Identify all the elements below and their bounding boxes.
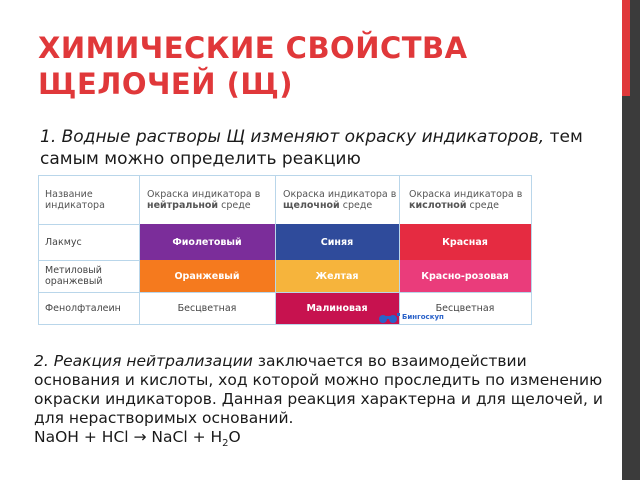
table-header-name: [39, 176, 139, 224]
table-header-neutral: [139, 176, 275, 224]
cell-litmus-alkaline: Синяя: [275, 224, 399, 260]
table-row-methyl-orange-name: Метиловый оранжевый: [45, 265, 103, 287]
table-row-litmus-name: Лакмус: [45, 236, 82, 248]
paragraph-neutralization-normal: заключается во взаимодействии основания и кислоты, ход которой можно проследить по изменению окраски индикаторов. Данная реакция характерна и для щелочей, и для нерастворимых оснований.: [34, 352, 603, 427]
cell-phenol-neutral: Бесцветная: [177, 302, 237, 314]
table-header-neutral-text: Окраска индикатора в нейтральной среде: [147, 189, 261, 211]
logo-text: Бингоскуп: [402, 313, 444, 321]
cell-litmus-acidic: Красная: [399, 224, 531, 260]
cell-phenol-acidic: Бесцветная: [435, 302, 495, 314]
cell-phenol-alkaline: Малиновая: [275, 292, 399, 324]
reaction-equation: [34, 428, 614, 453]
table-grid-line: [275, 176, 276, 324]
right-edge-dark-lower: [622, 96, 630, 480]
paragraph-indicators-normal: тем самым можно определить реакцию: [40, 127, 583, 169]
table-header-acidic: [399, 176, 531, 224]
paragraph-indicators-italic: 1. Водные растворы Щ изменяют окраску индикаторов,: [40, 127, 545, 147]
table-grid-line: [39, 224, 139, 225]
right-edge-dark: [630, 0, 640, 480]
cell-methyl-acidic: Красно-розовая: [399, 260, 531, 292]
table-header-acidic-text: Окраска индикатора в кислотной среде: [409, 189, 523, 211]
table-grid-line: [39, 260, 139, 261]
table-grid-line: [139, 176, 140, 324]
table-header-alkaline-text: Окраска индикатора в щелочной среде: [283, 189, 397, 211]
paragraph-neutralization-italic: 2. Реакция нейтрализации: [34, 352, 253, 370]
table-header-name-text: Название индикатора: [45, 189, 105, 211]
table-grid-line: [399, 176, 400, 324]
right-edge-red-accent: [622, 0, 630, 96]
table-header-alkaline: [275, 176, 399, 224]
equation-end: O: [228, 428, 241, 446]
cell-methyl-alkaline: Желтая: [275, 260, 399, 292]
slide-title-line2: ЩЕЛОЧЕЙ (Щ): [38, 67, 294, 101]
slide-title: [38, 30, 598, 102]
paragraph-neutralization: [34, 352, 614, 453]
cell-methyl-neutral: Оранжевый: [139, 260, 275, 292]
cell-litmus-neutral: Фиолетовый: [139, 224, 275, 260]
binoculars-logo: [378, 310, 444, 324]
paragraph-indicators: [40, 126, 600, 170]
slide-title-line1: ХИМИЧЕСКИЕ СВОЙСТВА: [38, 31, 468, 65]
table-row-phenolphthalein-name: Фенолфталеин: [45, 302, 121, 314]
binoculars-logo-icon: [378, 310, 400, 324]
table-grid-line: [39, 292, 531, 293]
indicator-table: [38, 175, 532, 325]
equation-subscript: 2: [222, 438, 229, 450]
equation-main: NaOH + HCl → NaCl + H: [34, 428, 223, 446]
